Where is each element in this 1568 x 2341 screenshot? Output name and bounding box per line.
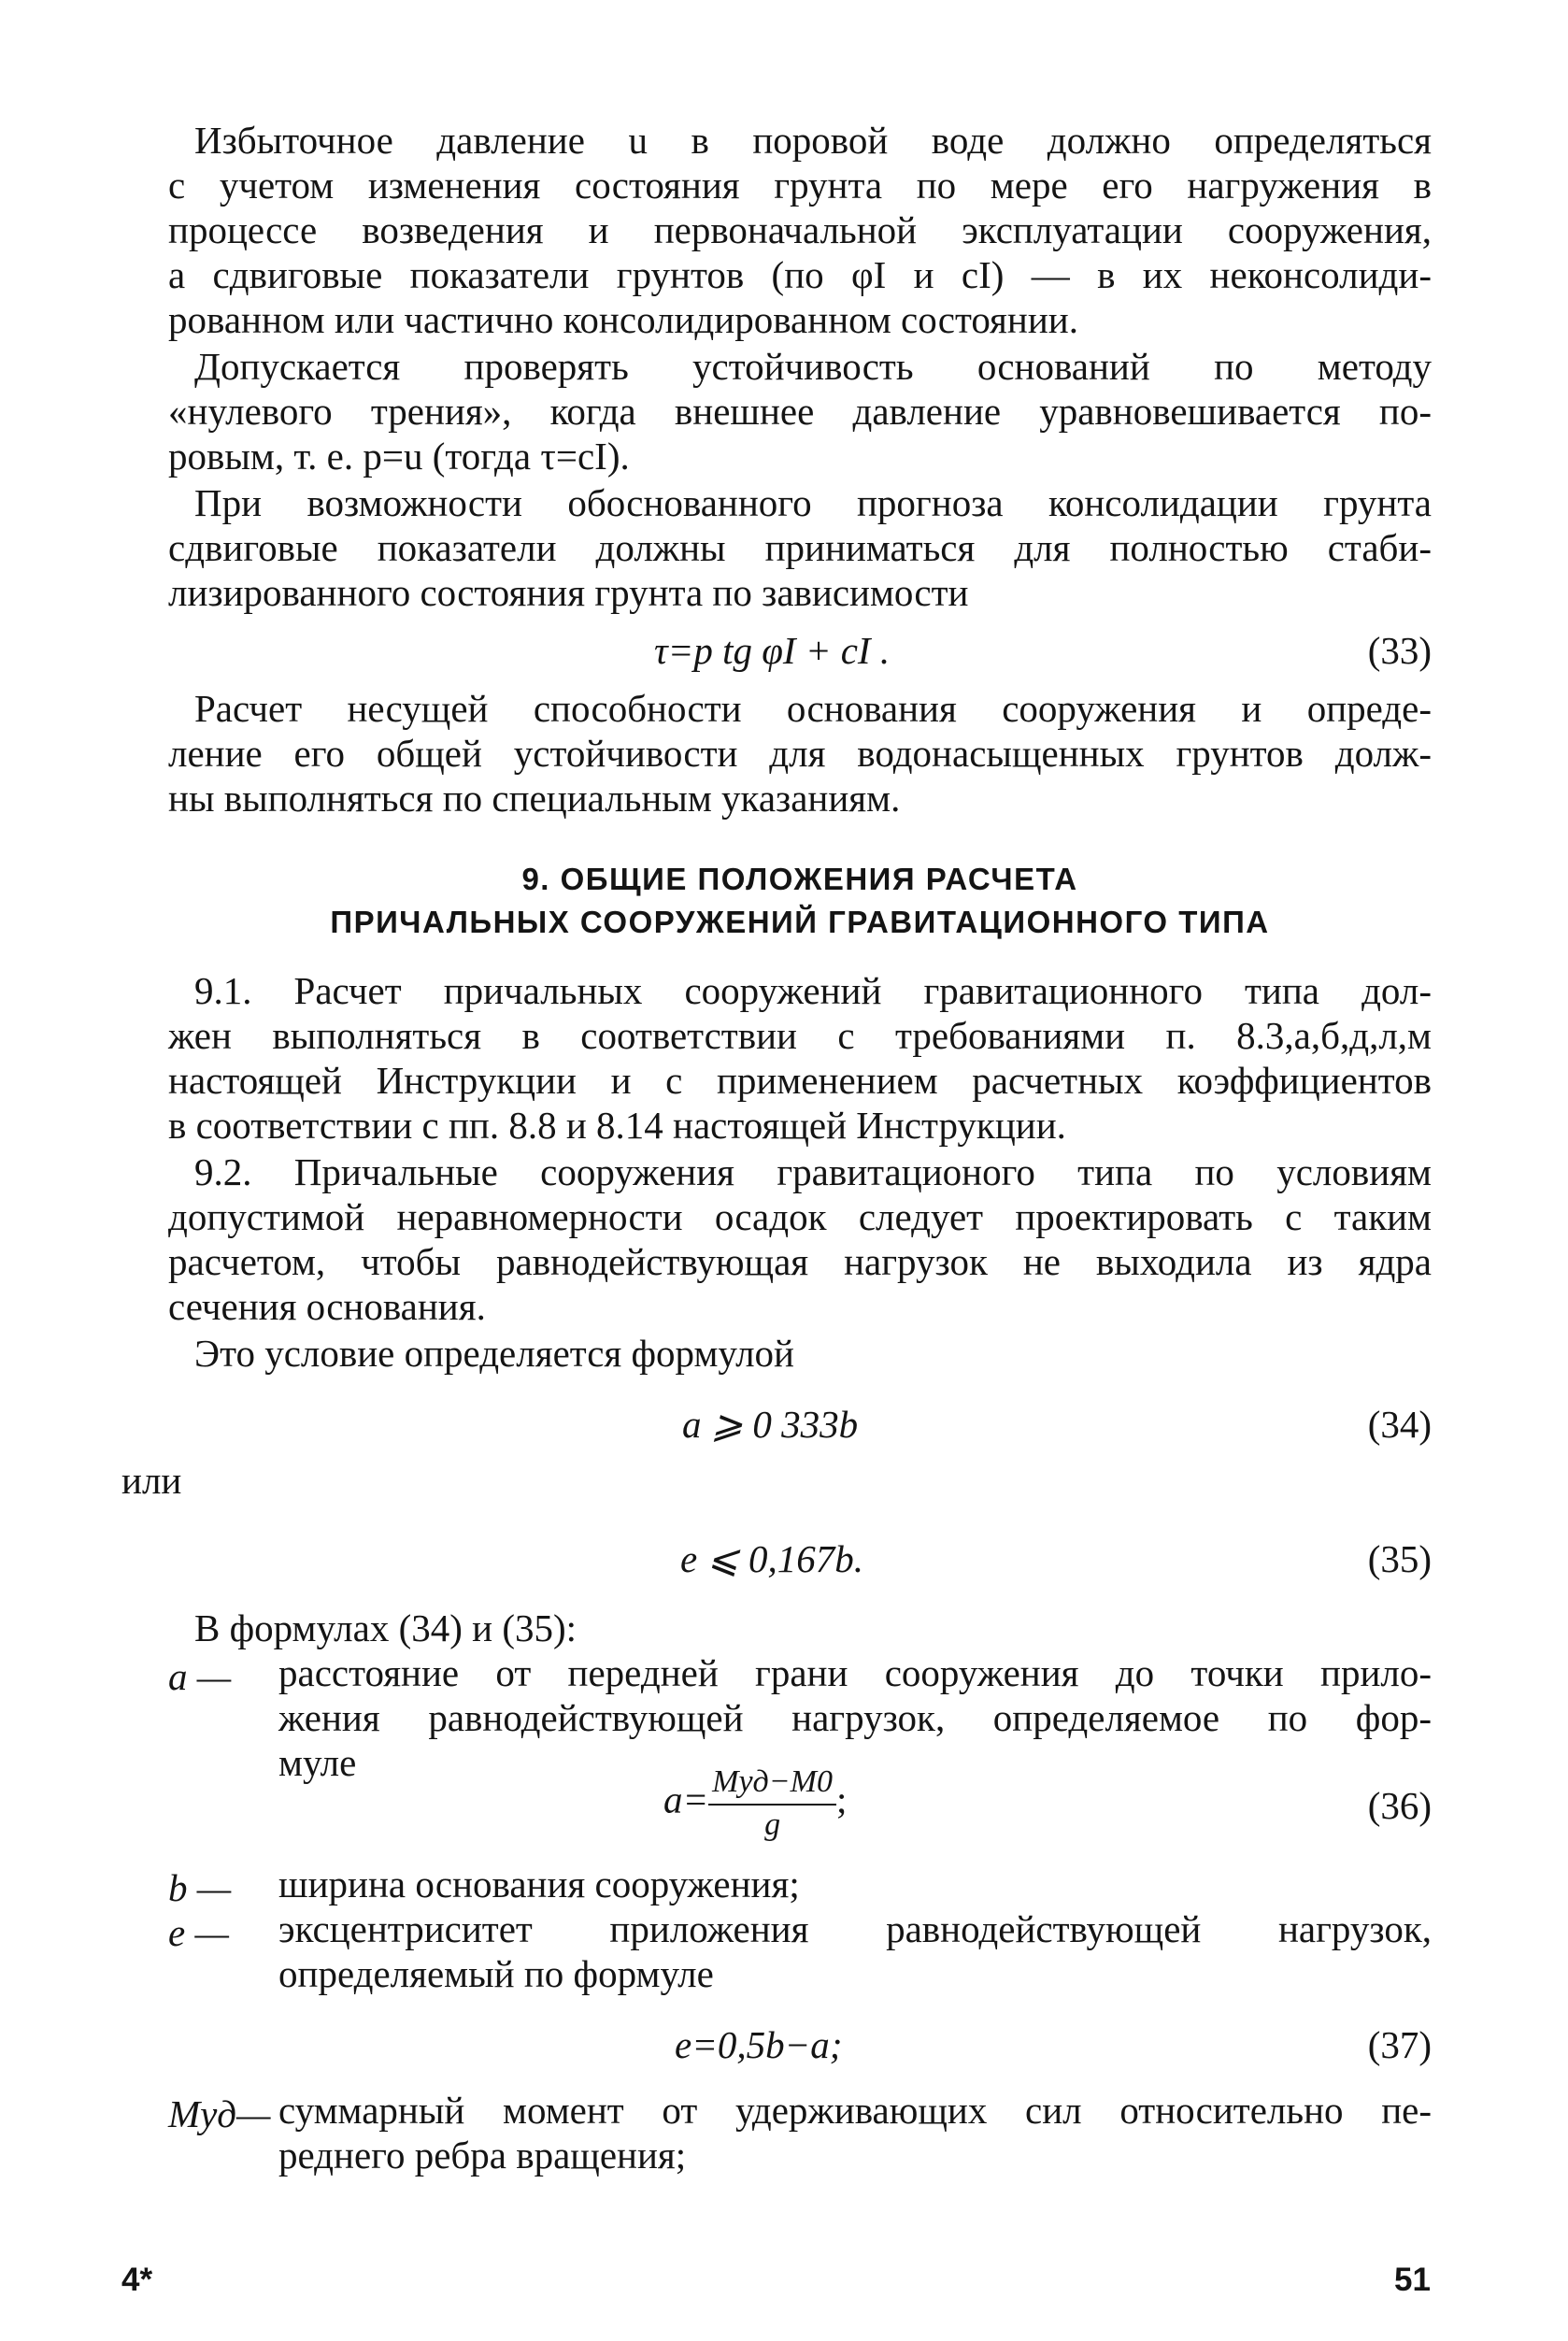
equation-tail: ;	[835, 1777, 848, 1821]
definition-line: эксцентриситет приложения равнодействующей нагрузок,	[278, 1907, 1432, 1950]
equation-lhs: a=	[663, 1777, 709, 1821]
equation-37: e=0,5b−a;	[675, 2023, 843, 2066]
footer-signature-mark: 4*	[121, 2262, 153, 2298]
definition-term: a —	[168, 1655, 232, 1698]
text-line: с учетом изменения состояния грунта по мере его нагружения в	[168, 164, 1432, 207]
definition-line: ширина основания сооружения;	[278, 1863, 800, 1906]
text-line: расчетом, чтобы равнодействующая нагрузок не выходила из ядра	[168, 1240, 1432, 1283]
text-line: ны выполняться по специальным указаниям.	[168, 777, 901, 820]
equation-number: (37)	[1367, 2023, 1432, 2066]
equation-number: (33)	[1367, 629, 1432, 672]
text-line: Допускается проверять устойчивость оснований по методу	[194, 345, 1432, 388]
fraction	[708, 1764, 836, 1843]
equation-number: (36)	[1367, 1784, 1432, 1827]
text-line: жен выполняться в соответствии с требованиями п. 8.3,а,б,д,л,м	[168, 1014, 1432, 1057]
section-heading-line: ПРИЧАЛЬНЫХ СООРУЖЕНИЙ ГРАВИТАЦИОННОГО ТИПА	[330, 905, 1270, 939]
text-line: 9.1. Расчет причальных сооружений гравитационного типа дол-	[194, 969, 1432, 1012]
text-line: ровым, т. е. p=u (тогда τ=cI).	[168, 435, 630, 478]
definition-line: жения равнодействующей нагрузок, определяемое по фор-	[278, 1696, 1432, 1739]
equation-35: e ⩽ 0,167b.	[680, 1537, 864, 1580]
text-line: или	[121, 1459, 182, 1502]
text-line: Это условие определяется формулой	[194, 1332, 794, 1375]
text-line: «нулевого трения», когда внешнее давление уравновешивается по-	[168, 390, 1432, 433]
definition-line: реднего ребра вращения;	[278, 2134, 687, 2177]
text-line: сдвиговые показатели должны приниматься для полностью стаби-	[168, 526, 1432, 569]
text-line: Избыточное давление u в поровой воде должно определяться	[194, 119, 1432, 162]
text-line: ление его общей устойчивости для водонасыщенных грунтов долж-	[168, 732, 1432, 775]
fraction-denominator: g	[764, 1807, 781, 1842]
definition-line: суммарный момент от удерживающих сил относительно пе-	[278, 2089, 1432, 2132]
definition-term: b —	[168, 1866, 232, 1909]
section-heading-line: 9. ОБЩИЕ ПОЛОЖЕНИЯ РАСЧЕТА	[521, 862, 1078, 896]
equation-34: a ⩾ 0 333b	[682, 1403, 859, 1446]
equation-36	[663, 1764, 847, 1843]
text-line: При возможности обоснованного прогноза консолидации грунта	[194, 481, 1432, 524]
definition-term: Mуд—	[168, 2092, 271, 2135]
text-line: допустимой неравномерности осадок следует проектировать с таким	[168, 1195, 1432, 1238]
text-line: Расчет несущей способности основания сооружения и опреде-	[194, 687, 1432, 730]
equation-33: τ=p tg φI + cI .	[654, 629, 891, 672]
definition-term: e —	[168, 1911, 229, 1954]
text-line: в соответствии с пп. 8.8 и 8.14 настоящей Инструкции.	[168, 1104, 1066, 1147]
text-line: рованном или частично консолидированном состоянии.	[168, 298, 1078, 341]
text-line: настоящей Инструкции и с применением расчетных коэффициентов	[168, 1059, 1432, 1102]
text-line: а сдвиговые показатели грунтов (по φI и cI) — в их неконсолиди-	[168, 253, 1432, 296]
page-number: 51	[1394, 2262, 1431, 2298]
text-line: лизированного состояния грунта по зависимости	[168, 571, 969, 614]
fraction-numerator: Mуд−M0	[708, 1764, 836, 1806]
equation-number: (35)	[1367, 1537, 1432, 1580]
equation-number: (34)	[1367, 1403, 1432, 1446]
text-line: В формулах (34) и (35):	[194, 1606, 577, 1649]
text-line: процессе возведения и первоначальной эксплуатации сооружения,	[168, 208, 1432, 251]
definition-line: муле	[278, 1741, 357, 1784]
text-line: 9.2. Причальные сооружения гравитационого типа по условиям	[194, 1150, 1432, 1193]
definition-line: определяемый по формуле	[278, 1952, 714, 1995]
definition-line: расстояние от передней грани сооружения до точки прило-	[278, 1651, 1432, 1694]
text-line: сечения основания.	[168, 1285, 486, 1328]
